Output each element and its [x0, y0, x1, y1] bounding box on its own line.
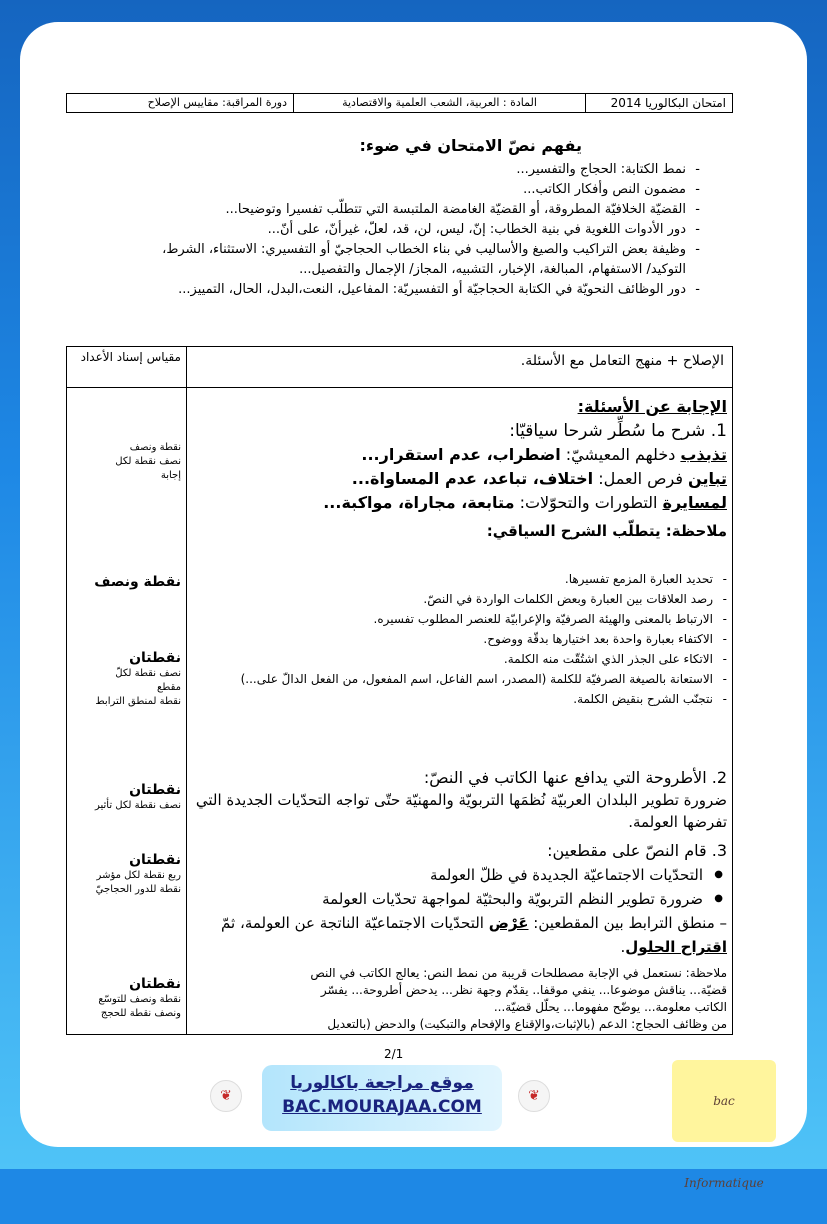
- list-item: - الاتكاء على الجذر الذي اشتُقّت منه الكلمة.: [189, 649, 727, 669]
- grade-line: ربع نقطة لكل مؤشر: [96, 870, 181, 881]
- grade-q1b: [67, 573, 185, 591]
- page-number: 2/1: [384, 1047, 404, 1061]
- grade-q1: [67, 441, 185, 483]
- remark-line: قضيّة... يناقش موضوعا... ينفي موقفا.. يقدّم وجهة نظر... يدحض أطروحة... يفسّر: [320, 983, 727, 997]
- underlined-word: لمسايرة: [662, 493, 727, 512]
- grade-q4: [67, 851, 185, 897]
- grade-points: نقطتان: [129, 782, 181, 798]
- correction-table: [66, 346, 733, 1035]
- answers-block: [189, 395, 727, 543]
- grade-points: نقطتان: [129, 976, 181, 992]
- grade-points: نقطتان: [129, 650, 181, 666]
- bac-informatique-badge: bac Informatique: [672, 1060, 776, 1142]
- q1-line-1: [189, 443, 727, 467]
- list-item: - وظيفة بعض التراكيب والصيغ والأساليب في بناء الخطاب الحجاجيّ أو التفسيري: الاستثناء، الشرط، التوكيد/ الاستفهام، المبالغة، الإخبار، التشبيه، المجاز/ الإجمال والتفصيل...: [140, 240, 700, 280]
- underlined-word: اقتراح الحلول: [625, 938, 727, 956]
- line-text: التطورات والتحوّلات:: [514, 493, 663, 512]
- grade-line: نصف نقطة لكل: [115, 456, 181, 467]
- list-item: - نمط الكتابة: الحجاج والتفسير...: [140, 160, 700, 180]
- underlined-word: تباين: [688, 469, 727, 488]
- grade-line: مقطع: [157, 682, 181, 693]
- grade-line: نصف نقطة لكلّ: [115, 668, 181, 679]
- list-item: - تحديد العبارة المزمع تفسيرها.: [189, 569, 727, 589]
- grade-line: نقطة ونصف: [129, 442, 181, 453]
- q3-logic: [189, 911, 727, 959]
- answers-column-header: الإصلاح + منهج التعامل مع الأسئلة.: [520, 353, 724, 369]
- remark-line: من وظائف الحجاج: الدعم (بالإثبات،والإقناع والإفحام والتبكيت) والدحض (بالتعديل: [327, 1017, 727, 1031]
- q2-answer: ضرورة تطوير البلدان العربيّة نُظمَها التربويّة والمهنيّة حتّى تواجه التحدّيات الجديدة التي تفرضها العولمة.: [195, 791, 727, 831]
- line-answer: اختلاف، تباعد، عدم المساواة...: [351, 469, 594, 488]
- grade-line: نقطة ونصف للتوسّع: [98, 994, 181, 1005]
- objectives-list: [140, 160, 700, 300]
- school-logo-icon: ❦: [210, 1080, 242, 1112]
- line-answer: اضطراب، عدم استقرار...: [361, 445, 561, 464]
- q2-title: 2. الأطروحة التي يدافع عنها الكاتب في النصّ:: [423, 768, 727, 787]
- grade-line: نقطة لمنطق الترابط: [95, 696, 181, 707]
- grade-line: نقطة للدور الحجاجيّ: [95, 884, 181, 895]
- list-item: ● التحدّيات الاجتماعيّة الجديدة في ظلّ العولمة: [189, 863, 727, 887]
- grade-line: نصف نقطة لكل تأثير: [94, 800, 181, 811]
- site-banner[interactable]: [262, 1065, 502, 1131]
- remark-line: الكاتب معلومة... يوضّح مفهوما... يحلّل قضيّة...: [493, 1000, 727, 1014]
- grade-q3: [67, 781, 185, 813]
- school-logo-icon: ❦: [518, 1080, 550, 1112]
- q3-block: [189, 839, 727, 959]
- logic-text: .: [620, 938, 626, 956]
- grade-line: إجابة: [160, 470, 181, 481]
- q1-title: 1. شرح ما سُطِّر شرحا سياقيّا:: [509, 421, 727, 441]
- exam-header: [66, 93, 733, 113]
- remark-block: [189, 965, 727, 1033]
- grade-q5: [67, 975, 185, 1021]
- grades-column-header: مقياس إسناد الأعداد: [80, 350, 181, 364]
- notes-list: [189, 569, 727, 709]
- row-divider: [67, 387, 732, 388]
- list-item: - دور الوظائف النحويّة في الكتابة الحجاجيّة أو التفسيريّة: المفاعيل، النعت،البدل، الحال، التمييز...: [140, 280, 700, 300]
- list-item: - الاستعانة بالصيغة الصرفيّة للكلمة (المصدر، اسم الفاعل، اسم المفعول، من الفعل الدالّ على...): [189, 669, 727, 689]
- grade-q2: [67, 649, 185, 709]
- subject: المادة : العربية، الشعب العلمية والاقتصادية: [293, 94, 585, 112]
- q1-line-3: [189, 491, 727, 515]
- list-item: ● ضرورة تطوير النظم التربويّة والبحثيّة لمواجهة تحدّيات العولمة: [189, 887, 727, 911]
- answers-heading: الإجابة عن الأسئلة:: [577, 397, 727, 416]
- grade-line: ونصف نقطة للحجج: [100, 1008, 181, 1019]
- list-item: - الارتباط بالمعنى والهيئة الصرفيّة والإعرابيّة للعنصر المطلوب تفسيره.: [189, 609, 727, 629]
- site-name-ar[interactable]: موقع مراجعة باكالوريا: [290, 1073, 474, 1093]
- logic-text: – منطق الترابط بين المقطعين:: [528, 914, 727, 932]
- logic-text: التحدّيات الاجتماعيّة الناتجة عن العولمة، ثمّ: [221, 914, 489, 932]
- list-item: - القضيّة الخلافيّة المطروقة، أو القضيّة الغامضة الملتبسة التي تتطلّب تفسيرا وتوضيحا...: [140, 200, 700, 220]
- underlined-word: عَرْض: [488, 914, 529, 932]
- underlined-word: تذبذب: [680, 445, 727, 464]
- line-text: فرص العمل:: [593, 469, 689, 488]
- list-item: - مضمون النص وأفكار الكاتب...: [140, 180, 700, 200]
- site-url[interactable]: BAC.MOURAJAA.COM: [282, 1097, 482, 1117]
- q1-line-2: [189, 467, 727, 491]
- q3-title: 3. قام النصّ على مقطعين:: [547, 841, 727, 860]
- grade-points: نقطتان: [129, 852, 181, 868]
- list-item: - الاكتفاء بعبارة واحدة بعد اختيارها بدقّة ووضوح.: [189, 629, 727, 649]
- q2-block: [189, 767, 727, 833]
- list-item: - رصد العلاقات بين العبارة وبعض الكلمات الواردة في النصّ.: [189, 589, 727, 609]
- line-answer: متابعة، مجاراة، مواكبة...: [323, 493, 515, 512]
- column-divider: [186, 347, 187, 1034]
- list-item: - دور الأدوات اللغوية في بنية الخطاب: إنّ، ليس، لن، قد، لعلّ، غيرأنّ، على أنّ...: [140, 220, 700, 240]
- objectives-title: يفهم نصّ الامتحان في ضوء:: [359, 136, 582, 155]
- note-title: ملاحظة: يتطلّب الشرح السياقي:: [486, 522, 727, 540]
- grade-points: نقطة ونصف: [94, 574, 181, 590]
- session: دورة المراقبة: مقاييس الإصلاح: [147, 96, 287, 109]
- list-item: - نتجنّب الشرح بنقيض الكلمة.: [189, 689, 727, 709]
- remark-line: ملاحظة: نستعمل في الإجابة مصطلحات قريبة من نمط النص: يعالج الكاتب في النص: [310, 966, 727, 980]
- exam-title: امتحان البكالوريا 2014: [585, 94, 732, 112]
- line-text: دخلهم المعيشيّ:: [560, 445, 681, 464]
